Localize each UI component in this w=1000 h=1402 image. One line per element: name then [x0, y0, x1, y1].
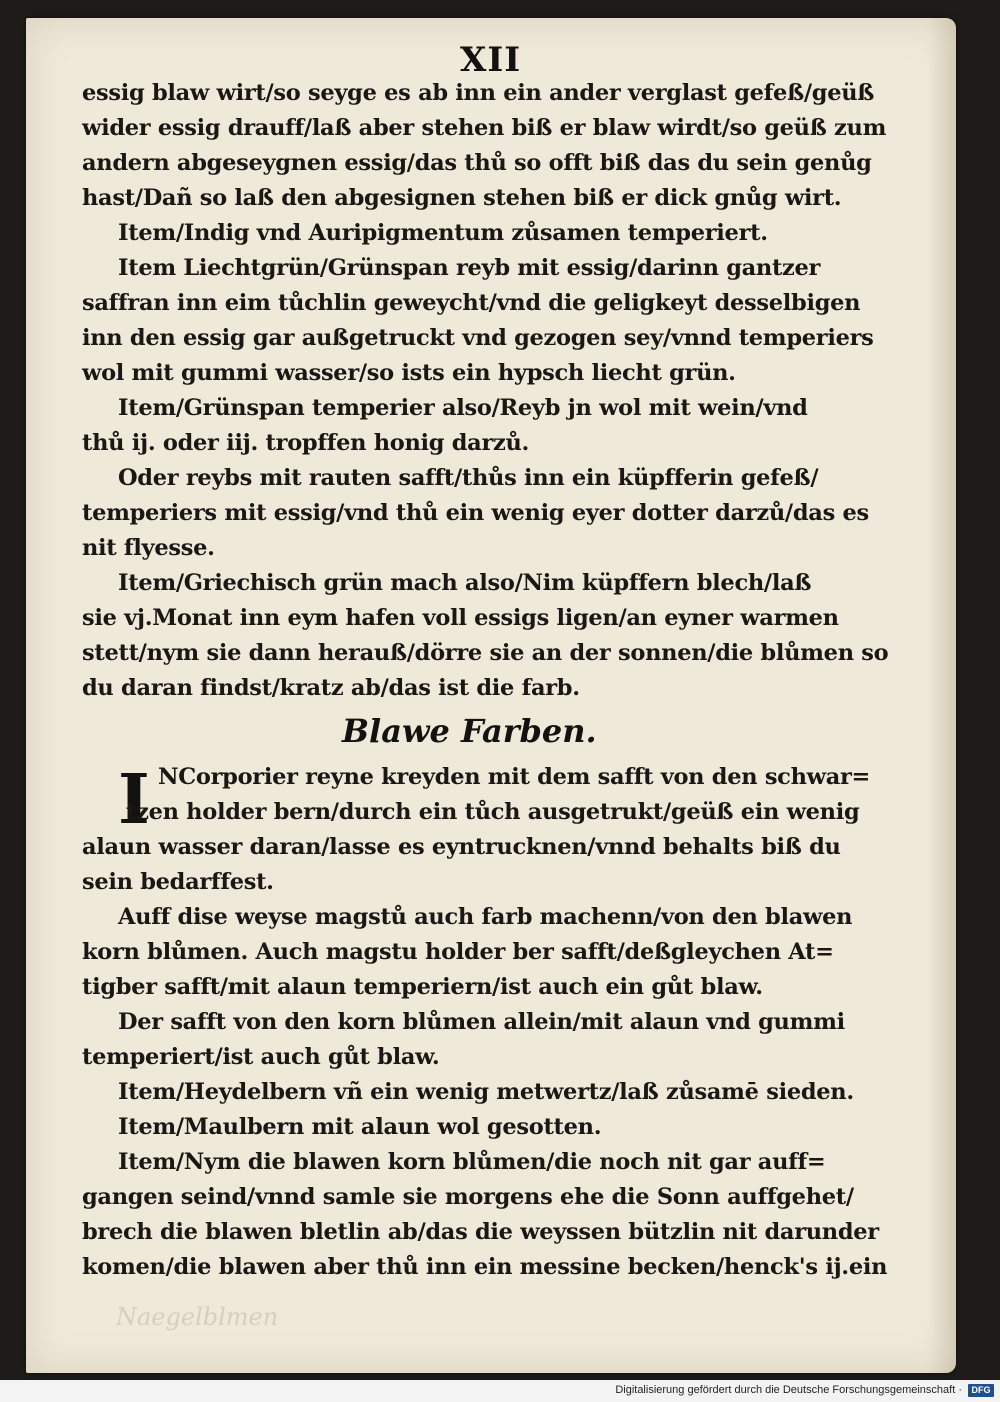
folio-number: XII — [460, 40, 522, 80]
text-line: brech die blawen bletlin ab/das die weyssen bützlin nit darunder — [82, 1219, 879, 1245]
bleed-through-catchword: Naegelblmen — [116, 1303, 279, 1331]
text-line: inn den essig gar außgetruckt vnd gezogen sey/vnnd temperiers — [82, 325, 874, 351]
text-line: temperiers mit essig/vnd thů ein wenig eyer dotter darzů/das es — [82, 500, 869, 526]
text-line: Item/Nym die blawen korn blůmen/die noch nit gar auff= — [118, 1149, 826, 1175]
text-line: tigber safft/mit alaun temperiern/ist auch ein gůt blaw. — [82, 974, 763, 1000]
text-line: Item/Indig vnd Auripigmentum zůsamen temperiert. — [118, 220, 768, 246]
text-line: korn blůmen. Auch magstu holder ber safft/deßgleychen At= — [82, 939, 834, 965]
dfg-logo-icon: DFG — [968, 1384, 994, 1397]
text-line: stett/nym sie dann herauß/dörre sie an der sonnen/die blůmen so — [82, 640, 889, 666]
text-line: tzen holder bern/durch ein tůch ausgetrukt/geüß ein wenig — [126, 799, 860, 825]
text-line: Oder reybs mit rauten safft/thůs inn ein küpfferin gefeß/ — [118, 465, 819, 491]
text-line: Item/Maulbern mit alaun wol gesotten. — [118, 1114, 602, 1140]
text-line: wol mit gummi wasser/so ists ein hypsch liecht grün. — [82, 360, 736, 386]
footer-bar — [0, 1380, 1000, 1402]
section-heading: Blawe Farben. — [342, 712, 597, 750]
text-line: thů ij. oder iij. tropffen honig darzů. — [82, 430, 530, 456]
text-line: alaun wasser daran/lasse es eyntrucknen/vnnd behalts biß du — [82, 834, 841, 860]
book-page — [26, 18, 956, 1373]
text-line: andern abgeseygnen essig/das thů so offt biß das du sein genůg — [82, 150, 872, 176]
funding-notice: Digitalisierung gefördert durch die Deutsche Forschungsgemeinschaft · — [615, 1384, 962, 1396]
text-line: sein bedarffest. — [82, 869, 274, 895]
text-line: wider essig drauff/laß aber stehen biß er blaw wirdt/so geüß zum — [82, 115, 887, 141]
text-line: komen/die blawen aber thů inn ein messine becken/henck's ij.ein — [82, 1254, 888, 1280]
text-line: saffran inn eim tůchlin geweycht/vnd die geligkeyt desselbigen — [82, 290, 861, 316]
text-line: du daran findst/kratz ab/das ist die farb. — [82, 675, 580, 701]
text-line: hast/Dañ so laß den abgesignen stehen biß er dick gnůg wirt. — [82, 185, 842, 211]
text-line: sie vj.Monat inn eym hafen voll essigs ligen/an eyner warmen — [82, 605, 839, 631]
text-line: temperiert/ist auch gůt blaw. — [82, 1044, 440, 1070]
page-edge-shadow — [928, 18, 956, 1373]
text-line: Auff dise weyse magstů auch farb machenn/von den blawen — [118, 904, 853, 930]
initial-letter: I — [118, 760, 150, 840]
text-line: gangen seind/vnnd samle sie morgens ehe die Sonn auffgehet/ — [82, 1184, 854, 1210]
text-line: Der safft von den korn blůmen allein/mit alaun vnd gummi — [118, 1009, 845, 1035]
text-line: nit flyesse. — [82, 535, 215, 561]
text-line: NCorporier reyne kreyden mit dem safft von den schwar= — [158, 764, 871, 790]
text-line: Item/Grünspan temperier also/Reyb jn wol mit wein/vnd — [118, 395, 808, 421]
text-line: essig blaw wirt/so seyge es ab inn ein ander verglast gefeß/geüß — [82, 80, 875, 106]
text-line: Item/Heydelbern vñ ein wenig metwertz/laß zůsamē sieden. — [118, 1079, 854, 1105]
text-line: Item/Griechisch grün mach also/Nim küpffern blech/laß — [118, 570, 812, 596]
text-line: Item Liechtgrün/Grünspan reyb mit essig/darinn gantzer — [118, 255, 821, 281]
